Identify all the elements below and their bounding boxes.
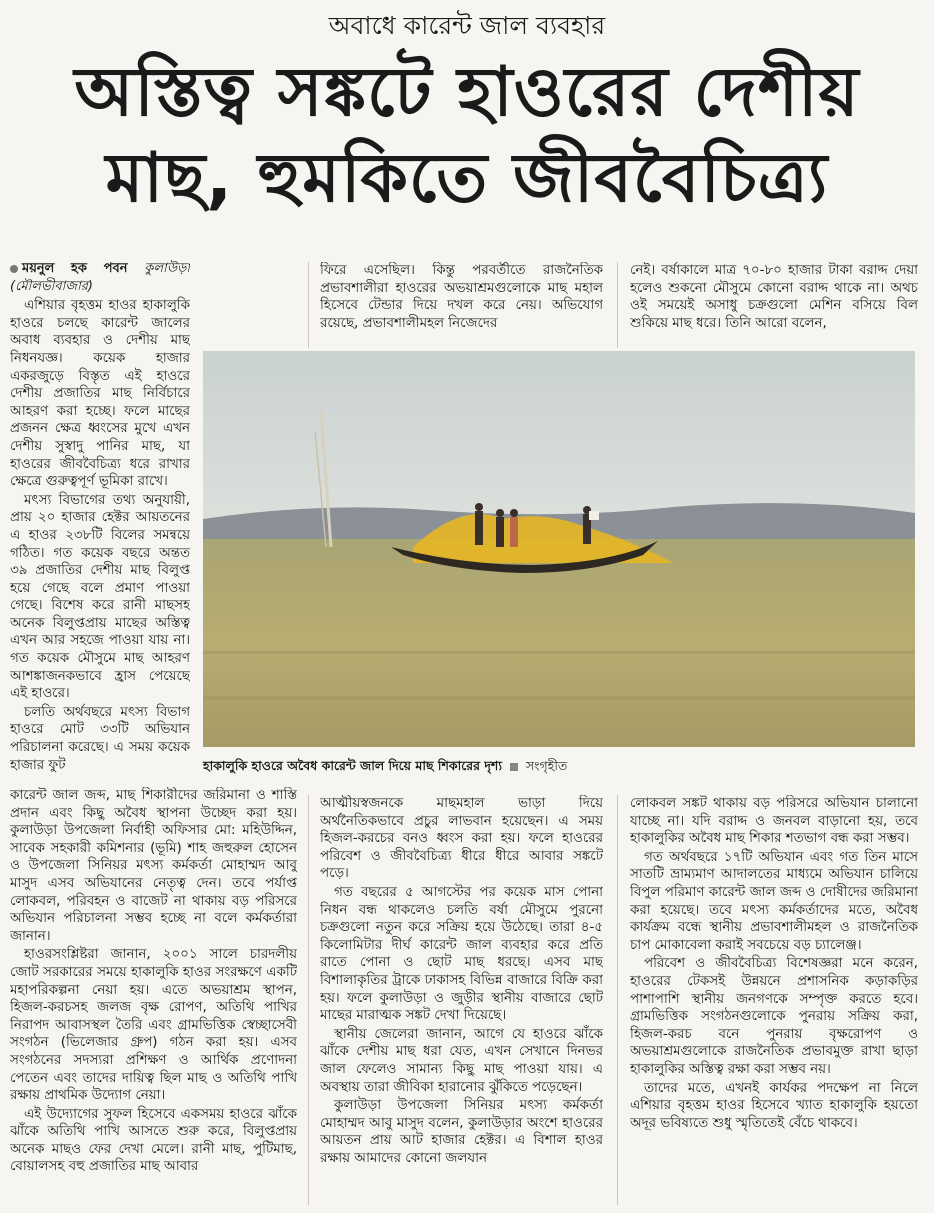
paragraph: এশিয়ার বৃহত্তম হাওর হাকালুকি হাওরে চলছে কারেন্ট জালের অবাধ ব্যবহার ও দেশীয় মাছ নিধনযজ্ঞ। কয়েক হাজার একরজুড়ে বিস্তৃত এই হাওরে দেশীয় প্রজাতির মাছ নির্বিচারে আহরণ করা হচ্ছে। ফলে মাছের প্রজনন ক্ষেত্র ধ্বংসের মুখে এখন দেশীয় সুস্বাদু পানির মাছ, যা হাওরের জীববৈচিত্র্য ধরে রাখার ক্ষেত্রে গুরুত্বপূর্ণ ভূমিকা রাখে। <box>10 298 190 490</box>
column-2-lower <box>320 795 603 1205</box>
paragraph: আত্মীয়স্বজনকে মাছমহাল ভাড়া দিয়ে অর্থনৈতিকভাবে প্রচুর লাভবান হয়েছেন। এ সময় হিজল-করচের বনও ধ্বংস করা হয়। ফলে হাওরের পরিবেশ ও জীববৈচিত্র্য ধীরে ধীরে আবার সঙ্কটে পড়ে। <box>320 796 603 882</box>
column-3-lower <box>630 795 918 1205</box>
caption-text: হাকালুকি হাওরে অবৈধ কারেন্ট জাল দিয়ে মাছ শিকারের দৃশ্য <box>203 758 502 773</box>
paragraph: কুলাউড়া উপজেলা সিনিয়র মৎস্য কর্মকর্তা মোহাম্মদ আবু মাসুদ বলেন, কুলাউড়ার অংশে হাওরের আয়তন প্রায় আট হাজার হেক্টর। এ বিশাল হাওর রক্ষায় আমাদের কোনো জলযান <box>320 1098 603 1166</box>
paragraph: এই উদ্যোগের সুফল হিসেবে একসময় হাওরে ঝাঁকে ঝাঁকে অতিথি পাখি আসতে শুরু করে, বিলুপ্তপ্রায় অনেক মাছও ফের দেখা মেলে। রানী মাছ, পুটিমাছ, বোয়ালসহ বহু প্রজাতির মাছ আবার <box>10 1106 297 1175</box>
paragraph: হাওরসংশ্লিষ্টরা জানান, ২০০১ সালে চারদলীয় জোট সরকারের সময়ে হাকালুকি হাওর সংরক্ষণে একটি মহাপরিকল্পনা নেয়া হয়। এতে অভয়াশ্রম স্থাপন, হিজল-করচসহ জলজ বৃক্ষ রোপণ, অতিথি পাখির নিরাপদ আবাসস্থল তৈরি এবং গ্রামভিত্তিক স্বেচ্ছাসেবী সংগঠন (ভিলেজার গ্রুপ) গঠন করা হয়। এসব সংগঠনের সদস্যরা প্রশিক্ষণ ও আর্থিক প্রণোদনা পেতেন এবং তাদের দায়িত্ব ছিল মাছ ও অতিথি পাখি রক্ষায় প্রাথমিক উদ্যোগ নেয়া। <box>10 947 297 1104</box>
column-2-upper <box>320 262 603 348</box>
column-3-upper <box>630 262 918 348</box>
photo-credit: সংগৃহীত <box>525 758 568 773</box>
paragraph: তাদের মতে, এখনই কার্যকর পদক্ষেপ না নিলে এশিয়ার বৃহত্তম হাওর হিসেবে খ্যাত হাকালুকি হয়তো অদূর ভবিষ্যতে শুধু স্মৃতিতেই বেঁচে থাকবে। <box>630 1080 918 1131</box>
byline <box>10 260 190 295</box>
column-divider <box>308 795 309 1205</box>
paragraph: চলতি অর্থবছরে মৎস্য বিভাগ হাওরে মোট ৩৩টি অভিযান পরিচালনা করেছে। এ সময় কয়েক হাজার ফুট <box>10 704 190 773</box>
paragraph: গত অর্থবছরে ১৭টি অভিযান এবং গত তিন মাসে সাতটি ভ্রাম্যমাণ আদালতের মাধ্যমে অভিযান চালিয়ে বিপুল পরিমাণ কারেন্ট জাল জব্দ ও দোষীদের জরিমানা করা হয়েছে। তবে মৎস্য কর্মকর্তাদের মতে, অবৈধ কার্যক্রম বন্ধে স্থানীয় প্রভাবশালীমহল ও রাজনৈতিক চাপ মোকাবেলা করাই সবচেয়ে বড় চ্যালেঞ্জ। <box>630 849 918 953</box>
fishing-boat-photo <box>203 351 915 747</box>
paragraph: গত বছরের ৫ আগস্টের পর কয়েক মাস পোনা নিধন বন্ধ থাকলেও চলতি বর্ষা মৌসুমে পুরনো চক্রগুলো নতুন করে সক্রিয় হয়ে উঠেছে। তারা ৪-৫ কিলোমিটার দীর্ঘ কারেন্ট জাল ব্যবহার করে প্রতি রাতে পোনা ও ছোট মাছ ধরছে। এসব মাছ বিশালাকৃতির ট্রাকে ঢাকাসহ বিভিন্ন বাজারে বিক্রি করা হয়। ফলে কুলাউড়া ও জুড়ীর স্থানীয় বাজারে ছোট মাছের মারাত্মক সঙ্কট দেখা দিয়েছে। <box>320 884 603 1024</box>
column-1-lower <box>10 787 297 1203</box>
article-headline <box>10 50 924 222</box>
paragraph: মৎস্য বিভাগের তথ্য অনুযায়ী, প্রায় ২০ হাজার হেক্টর আয়তনের এ হাওর ২৩৮টি বিলের সমন্বয়ে গঠিত। গত কয়েক বছরে অন্তত ৩৯ প্রজাতির দেশীয় মাছ বিলুপ্ত হয়ে গেছে বলে প্রমাণ পাওয়া গেছে। বিশেষ করে রানী মাছসহ অনেক বিলুপ্তপ্রায় মাছের অস্তিত্ব এখন আর সহজে পাওয়া যায় না। গত কয়েক মৌসুমে মাছ আহরণ আশঙ্কাজনকভাবে হ্রাস পেয়েছে এই হাওরে। <box>10 492 190 702</box>
photo-caption <box>203 756 915 776</box>
paragraph: নেই। বর্ষাকালে মাত্র ৭০-৮০ হাজার টাকা বরাদ্দ দেয়া হলেও শুকনো মৌসুমে কোনো বরাদ্দ থাকে না। অথচ ওই সময়েই অসাধু চক্রগুলো মেশিন বসিয়ে বিল শুকিয়ে মাছ ধরে। তিনি আরো বলেন, <box>630 263 918 331</box>
column-divider <box>617 795 618 1205</box>
headline-line-2: মাছ, হুমকিতে জীববৈচিত্র্য <box>105 139 829 218</box>
bullet-icon <box>10 265 18 273</box>
square-bullet-icon <box>510 763 518 771</box>
paragraph: কারেন্ট জাল জব্দ, মাছ শিকারীদের জরিমানা ও শাস্তি প্রদান এবং কিছু অবৈধ স্থাপনা উচ্ছেদ করা হয়। কুলাউড়া উপজেলা নির্বাহী অফিসার মো: মহিউদ্দিন, সাবেক সহকারী কমিশনার (ভূমি) শাহ জহুরুল হোসেন ও উপজেলা সিনিয়র মৎস্য কর্মকর্তা মোহাম্মদ আবু মাসুদ এসব অভিযানের নেতৃত্ব দেন। তবে পর্যাপ্ত লোকবল, পরিবহন ও বাজেট না থাকায় বড় পরিসরে অভিযান পরিচালনা সম্ভব হচ্ছে না বলে কর্মকর্তারা জানান। <box>10 788 297 944</box>
column-divider <box>617 262 618 348</box>
headline-line-1: অস্তিত্ব সঙ্কটে হাওরের দেশীয় <box>74 53 860 132</box>
paragraph: স্থানীয় জেলেরা জানান, আগে যে হাওরে ঝাঁকে ঝাঁকে দেশীয় মাছ ধরা যেত, এখন সেখানে দিনভর জাল ফেলেও সামান্য কিছু মাছ পাওয়া যায়। এ অবস্থায় তারা জীবিকা হারানোর ঝুঁকিতে পড়েছেন। <box>320 1026 603 1095</box>
column-1-upper <box>10 260 190 783</box>
paragraph: ফিরে এসেছিল। কিন্তু পরবর্তীতে রাজনৈতিক প্রভাবশালীরা হাওরের অভয়াশ্রমগুলোকে মাছ মহাল হিসেবে টেন্ডার দিয়ে দখল করে নেয়। অভিযোগ রয়েছে, প্রভাবশালীমহল নিজেদের <box>320 263 603 331</box>
byline-author: ময়নুল হক পবন <box>22 261 128 276</box>
byline-location: কুলাউড়া (মৌলভীবাজার) <box>10 261 190 294</box>
paragraph: লোকবল সঙ্কট থাকায় বড় পরিসরে অভিযান চালানো যাচ্ছে না। যদি বরাদ্দ ও জনবল বাড়ানো হয়, তবে হাকালুকির অবৈধ মাছ শিকার শতভাগ বন্ধ করা সম্ভব। <box>630 796 918 847</box>
paragraph: পরিবেশ ও জীববৈচিত্র্য বিশেষজ্ঞরা মনে করেন, হাওরের টেকসই উন্নয়নে প্রশাসনিক কড়াকড়ির পাশাপাশি স্থানীয় জনগণকে সম্পৃক্ত করতে হবে। গ্রামভিত্তিক সংগঠনগুলোকে পুনরায় সক্রিয় করা, হিজল-করচ বনে পুনরায় বৃক্ষরোপণ ও অভয়াশ্রমগুলোকে রাজনৈতিক প্রভাবমুক্ত রাখা ছাড়া হাকালুকির অস্তিত্ব রক্ষা করা সম্ভব নয়। <box>630 956 918 1077</box>
article-kicker: অবাধে কারেন্ট জাল ব্যবহার <box>328 11 606 40</box>
column-divider <box>308 262 309 348</box>
news-photo <box>203 351 915 747</box>
